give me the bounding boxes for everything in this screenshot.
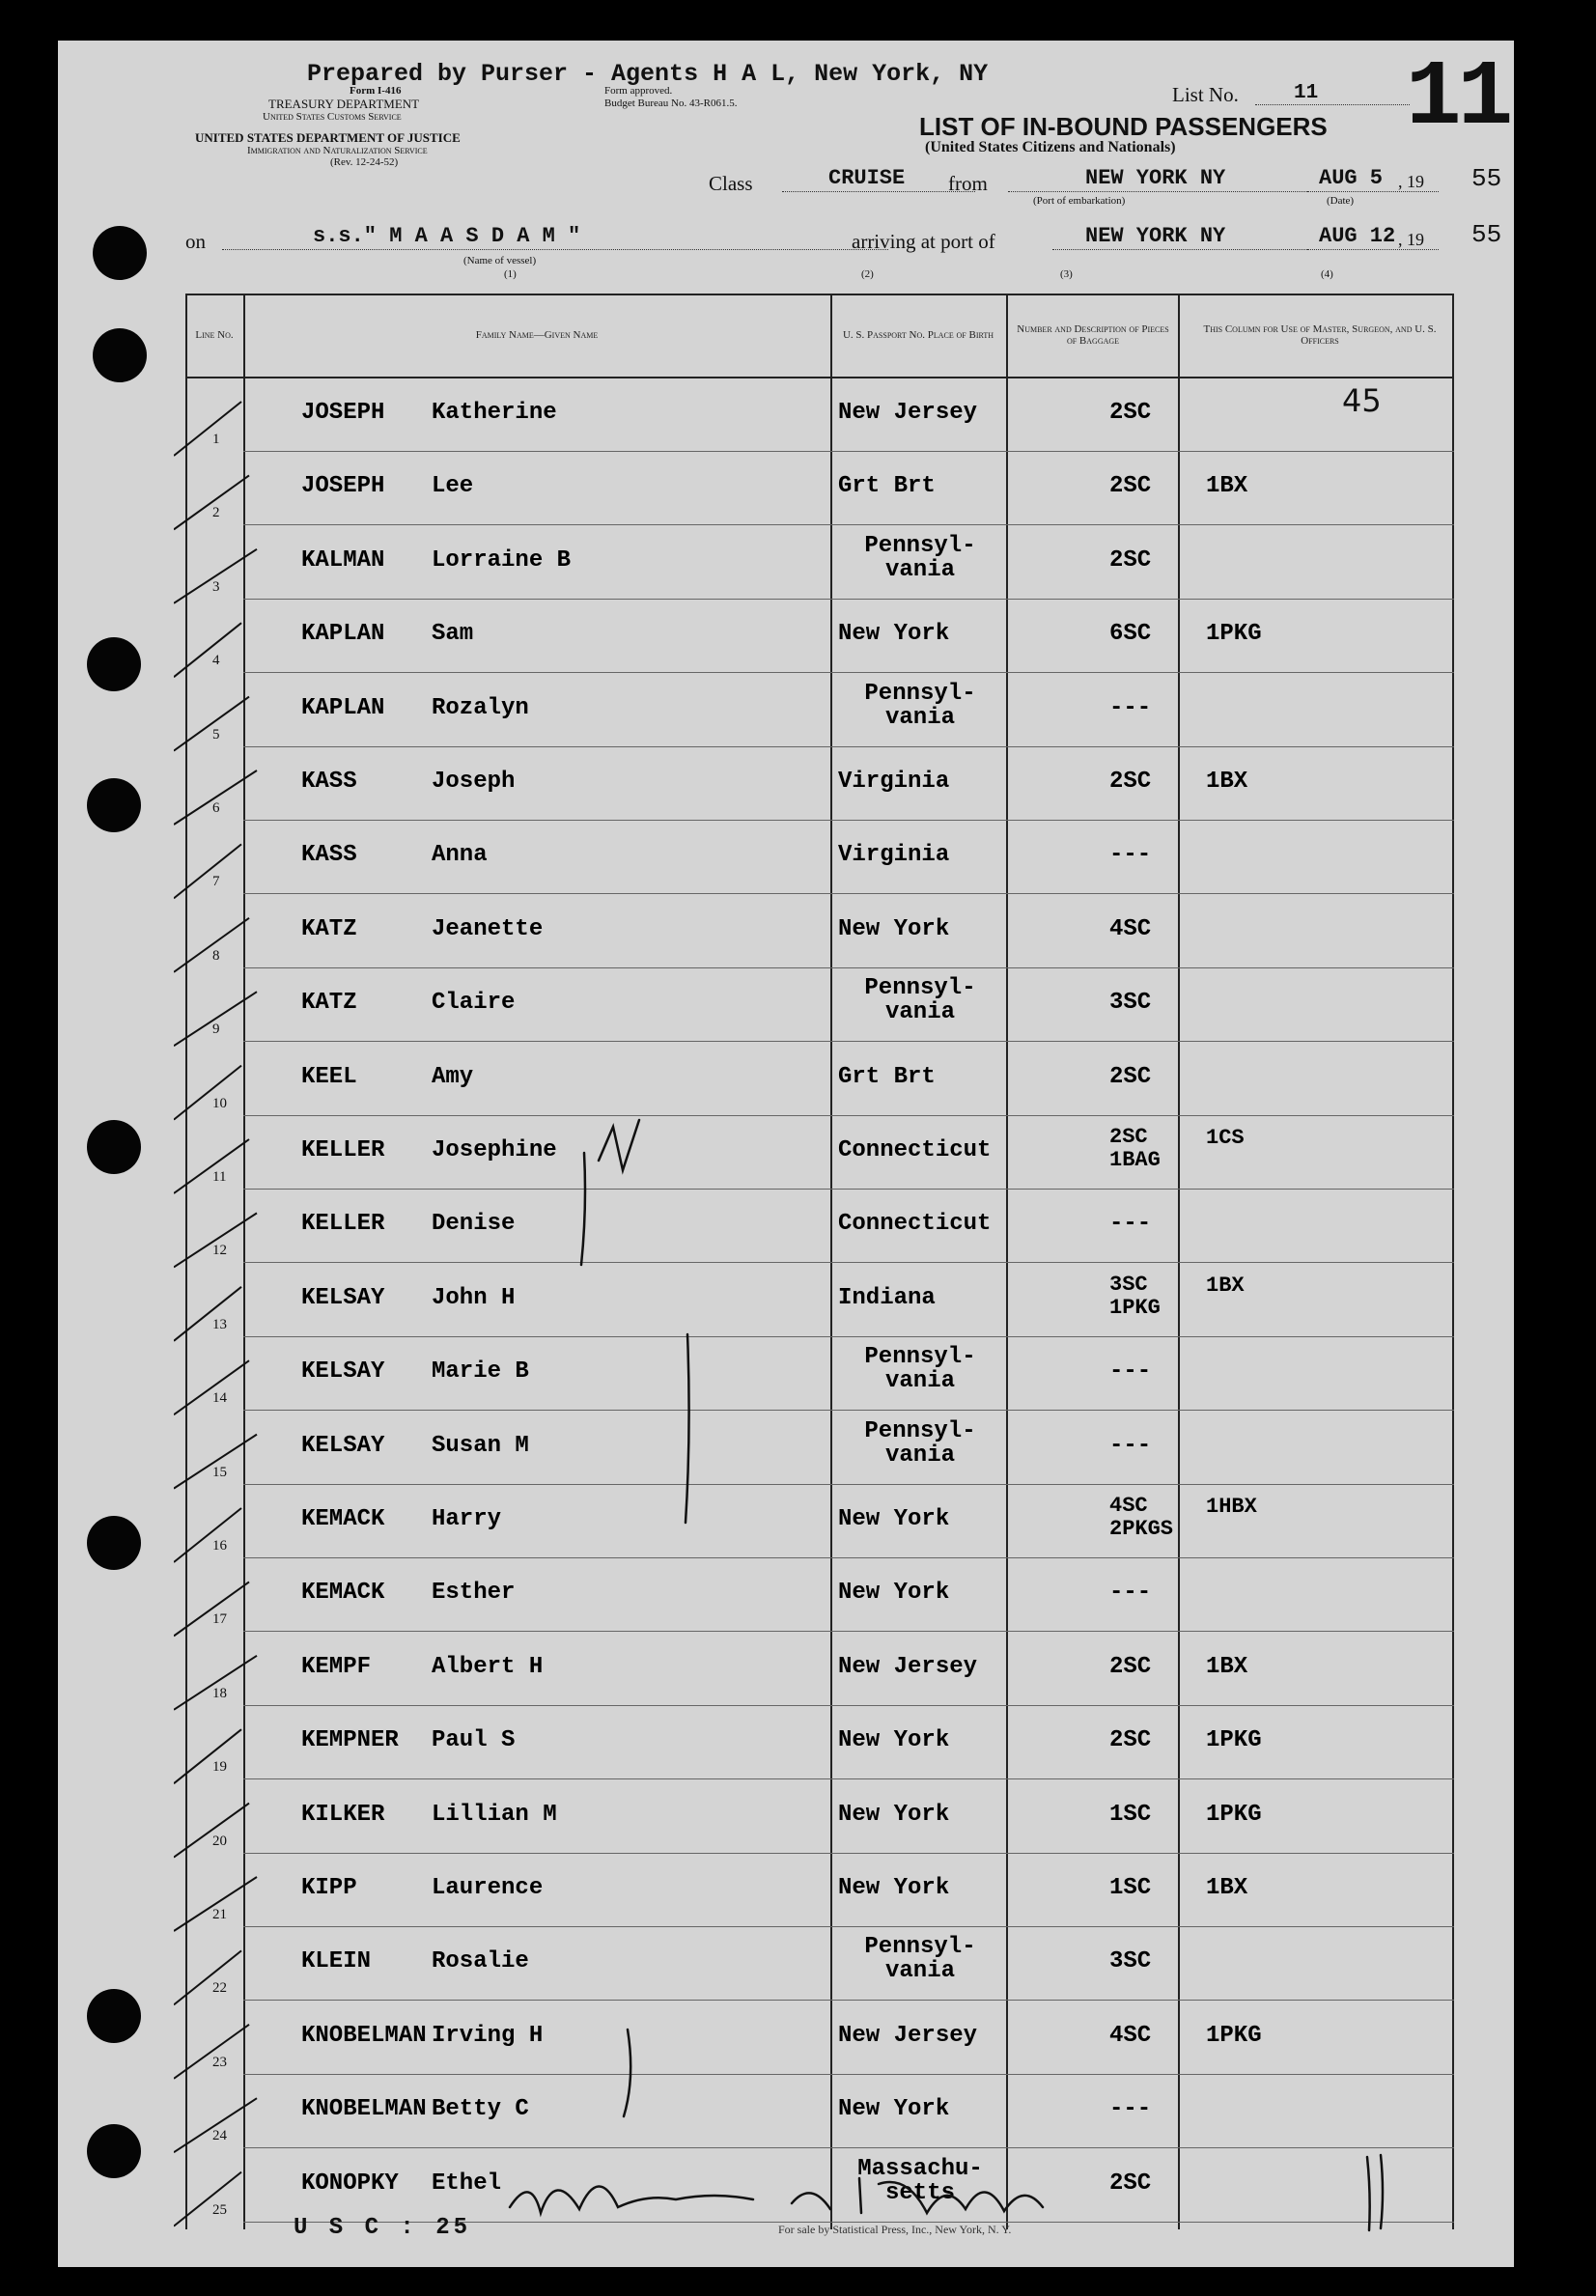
family-name: KEMACK xyxy=(301,1506,385,1532)
baggage: 2SC xyxy=(1109,2170,1152,2197)
family-name: KNOBELMAN xyxy=(301,2022,427,2049)
family-name: KELLER xyxy=(301,1137,385,1163)
place-of-birth: New York xyxy=(838,1580,950,1607)
baggage: 2SC xyxy=(1109,769,1152,795)
ink-stroke xyxy=(686,1334,689,1523)
place-of-birth: Virginia xyxy=(838,769,950,795)
arrival-port: NEW YORK NY xyxy=(1085,224,1226,248)
given-name: Rozalyn xyxy=(432,694,529,721)
given-name: Claire xyxy=(432,990,516,1017)
baggage-extra: 1HBX xyxy=(1206,1495,1257,1519)
ink-m-mark xyxy=(599,1120,639,1170)
list-subtitle: (United States Citizens and Nationals) xyxy=(925,139,1176,155)
given-name: Lee xyxy=(432,473,474,500)
given-name: Sam xyxy=(432,621,474,648)
list-no-large: 11 xyxy=(1406,45,1510,151)
family-name: JOSEPH xyxy=(301,400,385,426)
ink-signature xyxy=(510,2178,1043,2213)
place-of-birth: New York xyxy=(838,621,950,648)
baggage: --- xyxy=(1109,2096,1152,2123)
place-of-birth: Massachu- setts xyxy=(857,2155,983,2206)
line-number: 5 xyxy=(212,726,220,742)
immigration-service: Immigration and Naturalization Service xyxy=(247,145,428,156)
place-of-birth: Pennsyl- vania xyxy=(864,1934,976,1985)
caption-3: (3) xyxy=(1060,268,1073,280)
family-name: KATZ xyxy=(301,990,357,1017)
family-name: KEMACK xyxy=(301,1580,385,1607)
on-label: on xyxy=(185,230,206,253)
line-number: 13 xyxy=(212,1316,227,1332)
arrival-year: 55 xyxy=(1471,220,1502,249)
baggage: 4SC xyxy=(1109,915,1152,942)
manifest-sheet xyxy=(58,41,1514,2267)
baggage: --- xyxy=(1109,1211,1152,1238)
place-of-birth: Connecticut xyxy=(838,1211,992,1238)
col-name: Family Name—Given Name xyxy=(475,329,599,341)
baggage: --- xyxy=(1109,1432,1152,1459)
footer-printer: For sale by Statistical Press, Inc., New York, N. Y. xyxy=(778,2223,1012,2236)
given-name: John H xyxy=(432,1284,516,1311)
family-name: JOSEPH xyxy=(301,473,385,500)
baggage: 2SC xyxy=(1109,1727,1152,1754)
place-of-birth: New York xyxy=(838,1875,950,1901)
baggage-extra: 1BX xyxy=(1206,1273,1245,1298)
revision: (Rev. 12-24-52) xyxy=(330,156,399,168)
col-baggage: Number and Description of Pieces of Baggage xyxy=(1017,323,1169,347)
place-of-birth: New York xyxy=(838,2096,950,2123)
given-name: Marie B xyxy=(432,1358,529,1386)
embark-port: NEW YORK NY xyxy=(1085,166,1226,190)
list-title: LIST OF IN-BOUND PASSENGERS xyxy=(919,112,1328,141)
class-label: Class xyxy=(709,172,753,195)
baggage: 3SC xyxy=(1109,1948,1152,1975)
family-name: KIPP xyxy=(301,1875,357,1901)
place-of-birth: Pennsyl- vania xyxy=(864,975,976,1026)
family-name: KASS xyxy=(301,842,357,869)
baggage: 6SC xyxy=(1109,621,1152,648)
baggage-extra: 1PKG xyxy=(1206,1801,1262,1828)
place-of-birth: New York xyxy=(838,1506,950,1532)
place-of-birth: Pennsyl- vania xyxy=(864,680,976,731)
baggage-extra: 1BX xyxy=(1206,1875,1248,1901)
baggage: 3SC 1PKG xyxy=(1109,1272,1161,1320)
handwritten-marks xyxy=(58,41,1514,2267)
depart-year-prefix: , 19 xyxy=(1398,172,1424,191)
line-number: 1 xyxy=(212,432,220,447)
given-name: Paul S xyxy=(432,1727,516,1754)
treasury-department: TREASURY DEPARTMENT xyxy=(268,97,420,111)
given-name: Irving H xyxy=(432,2022,544,2049)
baggage-extra: 1PKG xyxy=(1206,1727,1262,1754)
given-name: Josephine xyxy=(432,1137,557,1163)
given-name: Esther xyxy=(432,1580,516,1607)
depart-date: AUG 5 xyxy=(1319,166,1384,190)
line-number: 4 xyxy=(212,653,220,669)
baggage: --- xyxy=(1109,694,1152,721)
line-number: 10 xyxy=(212,1095,227,1111)
punch-hole xyxy=(93,328,147,382)
baggage: 1SC xyxy=(1109,1801,1152,1828)
place-of-birth: New Jersey xyxy=(838,400,978,426)
caption-1: (1) xyxy=(504,268,517,280)
given-name: Ethel xyxy=(432,2170,502,2197)
given-name: Katherine xyxy=(432,400,557,426)
line-number: 16 xyxy=(212,1538,227,1554)
baggage: 3SC xyxy=(1109,990,1152,1017)
arrival-year-prefix: , 19 xyxy=(1398,230,1424,249)
line-number: 9 xyxy=(212,1022,220,1038)
line-number: 3 xyxy=(212,578,220,595)
given-name: Anna xyxy=(432,842,488,869)
ink-stroke xyxy=(624,2030,630,2116)
family-name: KASS xyxy=(301,769,357,795)
col-officers: This Column for Use of Master, Surgeon, and U. S. Officers xyxy=(1203,323,1437,347)
place-of-birth: New York xyxy=(838,915,950,942)
given-name: Jeanette xyxy=(432,915,544,942)
line-number: 7 xyxy=(212,874,220,890)
family-name: KNOBELMAN xyxy=(301,2096,427,2123)
place-of-birth: Grt Brt xyxy=(838,473,936,500)
baggage: 1SC xyxy=(1109,1875,1152,1901)
place-of-birth: Connecticut xyxy=(838,1137,992,1163)
col-passport: U. S. Passport No. Place of Birth xyxy=(842,329,994,341)
place-of-birth: New York xyxy=(838,1801,950,1828)
line-number: 6 xyxy=(212,800,220,816)
family-name: KATZ xyxy=(301,915,357,942)
line-number: 2 xyxy=(212,505,220,521)
family-name: KONOPKY xyxy=(301,2170,399,2197)
depart-year: 55 xyxy=(1471,164,1502,193)
caption-2: (2) xyxy=(861,268,874,280)
baggage: 2SC 1BAG xyxy=(1109,1125,1161,1172)
ink-stroke xyxy=(581,1153,585,1265)
line-number: 14 xyxy=(212,1390,227,1407)
baggage-extra: 1BX xyxy=(1206,769,1248,795)
baggage-extra: 1PKG xyxy=(1206,621,1262,648)
list-no-value: 11 xyxy=(1294,82,1319,104)
family-name: KELSAY xyxy=(301,1358,385,1386)
class-value: CRUISE xyxy=(828,166,906,190)
baggage-extra: 1PKG xyxy=(1206,2022,1262,2049)
line-number: 22 xyxy=(212,1980,227,1997)
given-name: Harry xyxy=(432,1506,502,1532)
baggage: 4SC 2PKGS xyxy=(1109,1494,1174,1541)
place-of-birth: Grt Brt xyxy=(838,1063,936,1090)
given-name: Lillian M xyxy=(432,1801,557,1828)
punch-hole xyxy=(87,778,141,832)
footer-usc: U S C : 25 xyxy=(294,2215,472,2241)
punch-hole xyxy=(87,637,141,691)
baggage: 2SC xyxy=(1109,1063,1152,1090)
budget-bureau: Budget Bureau No. 43-R061.5. xyxy=(604,98,738,109)
form-approved: Form approved. xyxy=(604,85,673,97)
line-number: 20 xyxy=(212,1833,227,1849)
place-of-birth: Indiana xyxy=(838,1284,936,1311)
place-of-birth: Pennsyl- vania xyxy=(864,1344,976,1395)
baggage: --- xyxy=(1109,1580,1152,1607)
punch-hole xyxy=(87,2124,141,2178)
line-number: 8 xyxy=(212,947,220,964)
family-name: KEMPNER xyxy=(301,1727,399,1754)
form-number: Form I-416 xyxy=(350,85,402,97)
baggage: 2SC xyxy=(1109,1653,1152,1680)
place-of-birth: Virginia xyxy=(838,842,950,869)
place-of-birth: Pennsyl- vania xyxy=(864,1417,976,1469)
family-name: KELSAY xyxy=(301,1432,385,1459)
baggage-extra: 1BX xyxy=(1206,473,1248,500)
baggage: 2SC xyxy=(1109,400,1152,426)
punch-hole xyxy=(87,1516,141,1570)
line-number: 23 xyxy=(212,2054,227,2070)
place-of-birth: New Jersey xyxy=(838,2022,978,2049)
vessel-name: s.s." M A A S D A M " xyxy=(313,224,581,248)
line-number: 24 xyxy=(212,2128,227,2144)
line-number: 11 xyxy=(212,1169,227,1185)
customs-service: United States Customs Service xyxy=(263,111,402,123)
place-of-birth: Pennsyl- vania xyxy=(864,532,976,583)
given-name: Amy xyxy=(432,1063,474,1090)
arrival-date: AUG 12 xyxy=(1319,224,1396,248)
from-label: from xyxy=(948,172,988,195)
department-of-justice: UNITED STATES DEPARTMENT OF JUSTICE xyxy=(195,130,461,145)
baggage: --- xyxy=(1109,842,1152,869)
line-number: 17 xyxy=(212,1611,227,1628)
col-line-no: Line No. xyxy=(195,329,234,341)
place-of-birth: New Jersey xyxy=(838,1653,978,1680)
family-name: KILKER xyxy=(301,1801,385,1828)
family-name: KLEIN xyxy=(301,1948,372,1975)
given-name: Lorraine B xyxy=(432,546,572,574)
given-name: Susan M xyxy=(432,1432,529,1459)
family-name: KAPLAN xyxy=(301,621,385,648)
baggage-extra: 1CS xyxy=(1206,1126,1245,1150)
given-name: Denise xyxy=(432,1211,516,1238)
vessel-caption: (Name of vessel) xyxy=(463,255,537,266)
baggage: --- xyxy=(1109,1358,1152,1386)
line-number: 25 xyxy=(212,2201,227,2218)
line-number: 15 xyxy=(212,1464,227,1480)
family-name: KEMPF xyxy=(301,1653,372,1680)
given-name: Albert H xyxy=(432,1653,544,1680)
baggage-extra: 1BX xyxy=(1206,1653,1248,1680)
line-number: 12 xyxy=(212,1243,227,1259)
given-name: Joseph xyxy=(432,769,516,795)
officer-count: 45 xyxy=(1342,382,1382,419)
given-name: Laurence xyxy=(432,1875,544,1901)
ink-eleven xyxy=(1367,2155,1383,2230)
arriving-label: arriving at port of xyxy=(852,230,995,253)
given-name: Rosalie xyxy=(432,1948,529,1975)
caption-4: (4) xyxy=(1321,268,1333,280)
baggage: 4SC xyxy=(1109,2022,1152,2049)
family-name: KELSAY xyxy=(301,1284,385,1311)
given-name: Betty C xyxy=(432,2096,529,2123)
date-caption: (Date) xyxy=(1327,195,1355,207)
prepared-by: Prepared by Purser - Agents H A L, New York, NY xyxy=(307,60,989,88)
line-number: 18 xyxy=(212,1685,227,1701)
punch-hole xyxy=(87,1120,141,1174)
line-number: 19 xyxy=(212,1759,227,1776)
list-no-label: List No. xyxy=(1172,83,1239,106)
family-name: KALMAN xyxy=(301,546,385,574)
family-name: KEEL xyxy=(301,1063,357,1090)
baggage: 2SC xyxy=(1109,473,1152,500)
family-name: KAPLAN xyxy=(301,694,385,721)
place-of-birth: New York xyxy=(838,1727,950,1754)
family-name: KELLER xyxy=(301,1211,385,1238)
embark-caption: (Port of embarkation) xyxy=(1033,195,1126,207)
baggage: 2SC xyxy=(1109,546,1152,574)
punch-hole xyxy=(93,226,147,280)
line-number: 21 xyxy=(212,1907,227,1922)
punch-hole xyxy=(87,1989,141,2043)
